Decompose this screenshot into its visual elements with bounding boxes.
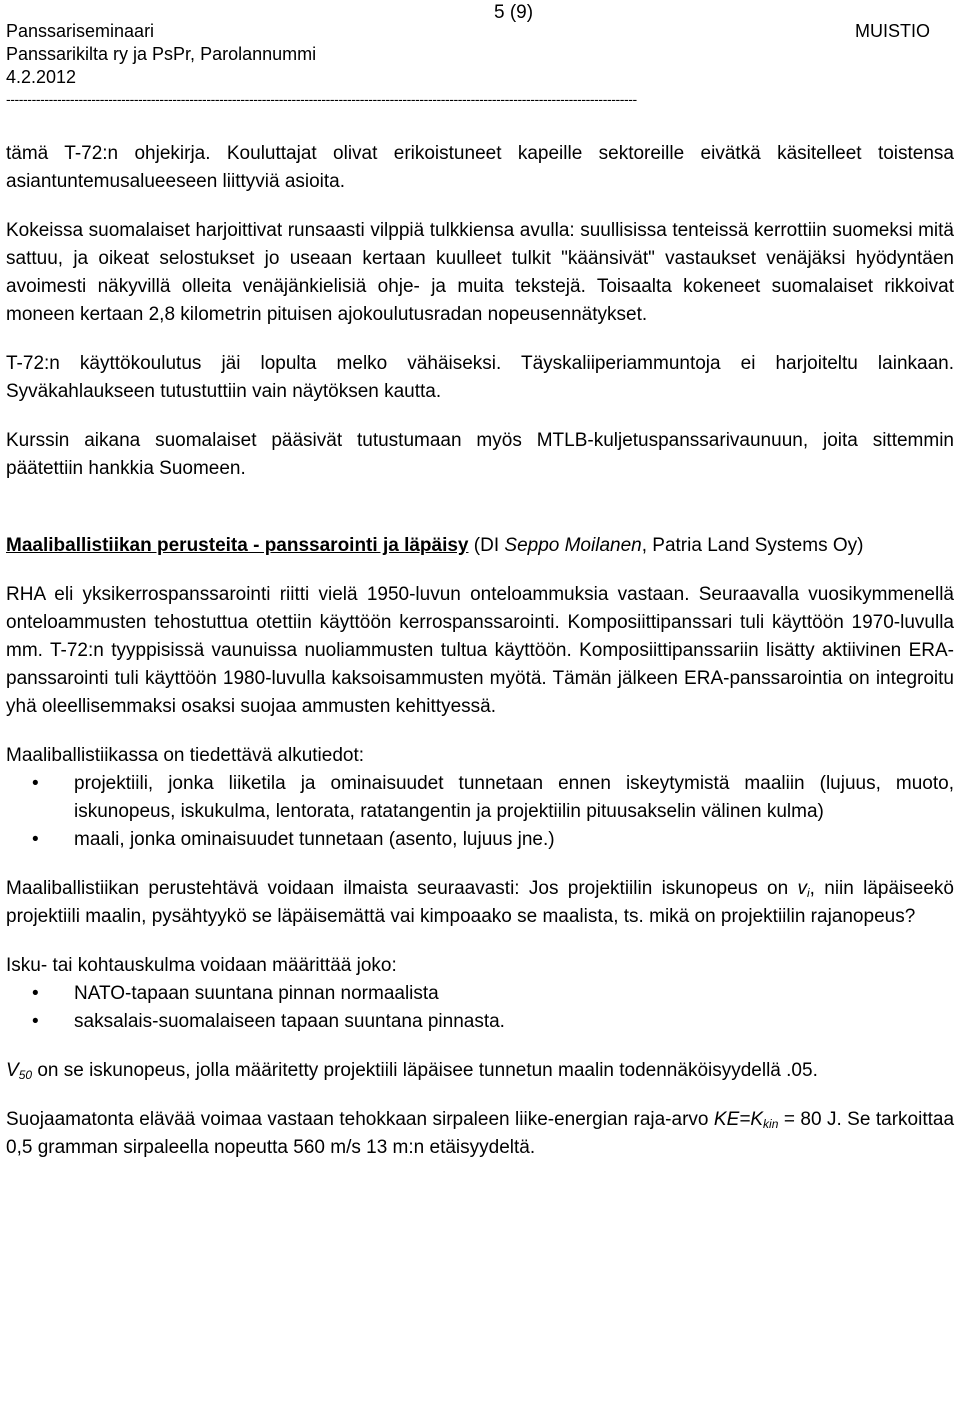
list-intro: Maaliballistiikassa on tiedettävä alkutiedot: xyxy=(6,745,365,766)
paragraph: $V_{50}$ on se iskunopeus, jolla määritetty projektiili läpäisee tunnetun maalin todennäköisyydellä .05. xyxy=(6,1060,818,1082)
page-number: 5 (9) xyxy=(494,2,534,23)
speaker-name: Seppo Moilanen xyxy=(504,535,642,556)
header-divider: ---------------------------------------------------------------------------------------------------------------------------------------------------- xyxy=(6,91,637,107)
organization-name: Panssariseminaari xyxy=(6,21,155,41)
paragraph: RHA eli yksikerrospanssarointi riitti vielä 1950-luvun onteloammuksia vastaan. Seuraavalla vuosikymmenellä onteloammusten tehostuttua otettiin käyttöön kerrospanssarointi. Komposiittipanssari tuli käyttöön 1970-luvulla mm. T-72:n tyyppisissä vaunuissa nuoliammusten tultua käyttöön. Komposiittipanssariin lisätty aktiivinen ERA-panssarointi tuli käyttöön 1980-luvulla kaksoisammusten myötä. Tämän jälkeen ERA-panssarointia on integroitu yhä oleellisemmaksi osaksi suojaa ammusten kehittyessä. xyxy=(6,584,954,717)
document-body xyxy=(6,140,954,1183)
list-item: • projektiili, jonka liiketila ja ominaisuudet tunnetaan ennen iskeytymistä maaliin (lujuus, muoto, iskunopeus, iskukulma, lentorata, ratatangentin ja projektiilin pituusakselin välinen kulma) xyxy=(6,770,954,826)
section-heading: Maaliballistiikan perusteita - panssarointi ja läpäisy (DI Seppo Moilanen, Patria Land Systems Oy) xyxy=(6,535,864,556)
bullet-icon: • xyxy=(32,1011,39,1032)
list-item: • maali, jonka ominaisuudet tunnetaan (asento, lujuus jne.) xyxy=(6,826,954,854)
list-item: • saksalais-suomalaiseen tapaan suuntana pinnasta. xyxy=(6,1008,954,1036)
bullet-list xyxy=(6,770,954,854)
variable: v xyxy=(797,878,807,899)
paragraph: Kokeissa suomalaiset harjoittivat runsaasti vilppiä tulkkiensa avulla: suullisissa tenteissä kerrottiin suomeksi mitä sattuu, ja oikeat selostukset jo useaan kertaan kuulleet tulkit "käänsivät" vastaukset venäjäksi hyödyntäen avoimesti näkyvillä olleita venäjänkielisiä ohje- ja muita tekstejä. Toisaalta kokeneet suomalaiset rikkoivat moneen kertaan 2,8 kilometrin pituisen ajokoulutusradan nopeusennätykset. xyxy=(6,220,954,325)
document-header xyxy=(6,20,954,89)
paragraph: tämä T-72:n ohjekirja. Kouluttajat olivat erikoistuneet kapeille sektoreille eivätkä käsitelleet toistensa asiantuntemusalueeseen liittyviä asioita. xyxy=(6,143,954,192)
list-item: • NATO-tapaan suuntana pinnan normaalista xyxy=(6,980,954,1008)
bullet-icon: • xyxy=(32,829,39,850)
variable: V xyxy=(6,1060,19,1081)
paragraph: Maaliballistiikan perustehtävä voidaan ilmaista seuraavasti: Jos projektiilin iskunopeus on $v_i$, niin läpäiseekö projektiili maalin, pysähtyykö se läpäisemättä vai kimpoaako se maalista, ts. mikä on projektiilin rajanopeus? xyxy=(6,878,954,927)
bullet-icon: • xyxy=(32,983,39,1004)
formula: KE=K xyxy=(713,1109,764,1130)
document-date: 4.2.2012 xyxy=(6,67,77,87)
paragraph: T-72:n käyttökoulutus jäi lopulta melko vähäiseksi. Täyskaliiperiammuntoja ei harjoiteltu lainkaan. Syväkahlaukseen tutustuttiin vain näytöksen kautta. xyxy=(6,353,954,402)
paragraph: Kurssin aikana suomalaiset pääsivät tutustumaan myös MTLB-kuljetuspanssarivaunuun, joita sittemmin päätettiin hankkia Suomeen. xyxy=(6,430,954,479)
bullet-list xyxy=(6,980,954,1036)
bullet-icon: • xyxy=(32,773,39,794)
paragraph: Suojaamatonta elävää voimaa vastaan tehokkaan sirpaleen liike-energian raja-arvo $KE=K_{kin} = 80$ J. Se tarkoittaa 0,5 gramman sirpaleella nopeutta 560 m/s 13 m:n etäisyydeltä. xyxy=(6,1109,955,1158)
list-intro: Isku- tai kohtauskulma voidaan määrittää joko: xyxy=(6,955,397,976)
section-title: Maaliballistiikan perusteita - panssarointi ja läpäisy xyxy=(6,535,469,556)
document-type: MUISTIO xyxy=(855,21,930,41)
organization-location: Panssarikilta ry ja PsPr, Parolannummi xyxy=(6,44,317,64)
